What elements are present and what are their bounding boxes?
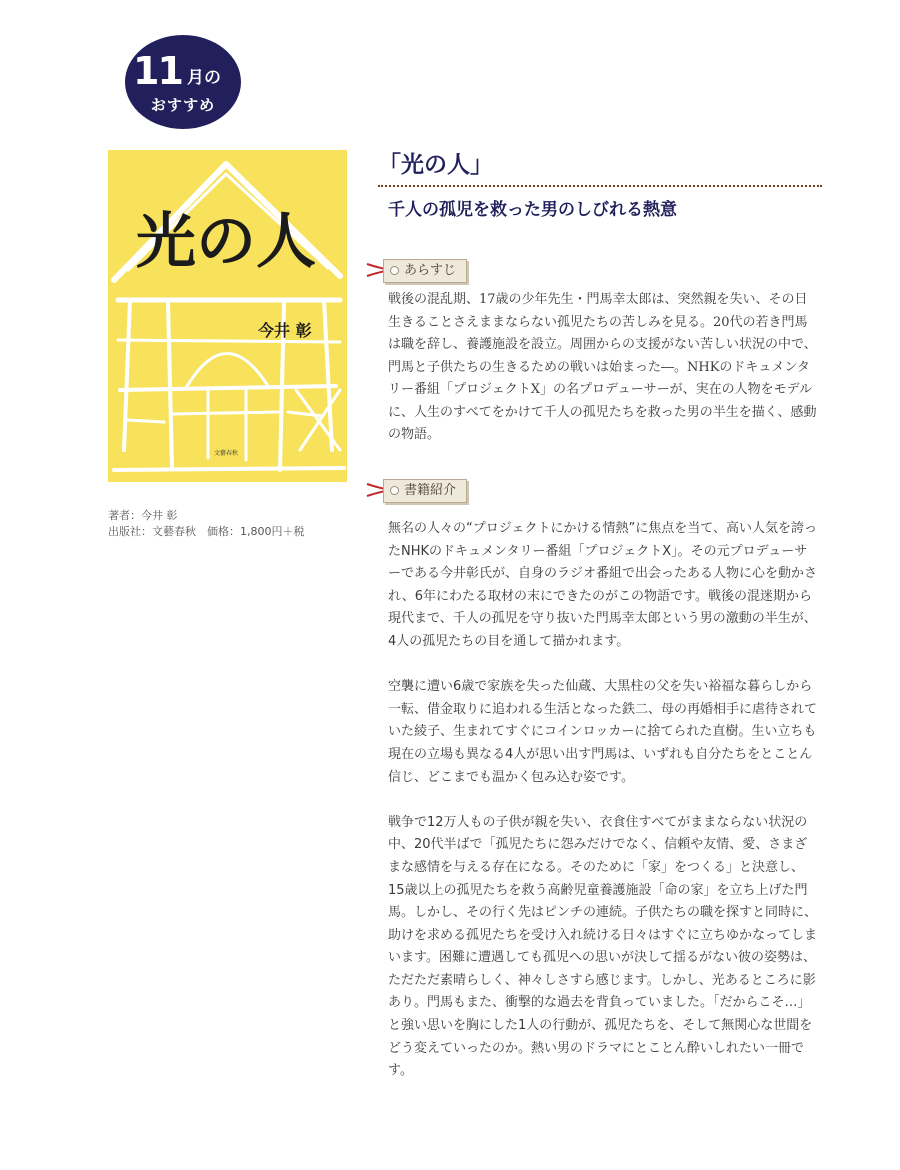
book-cover	[108, 150, 347, 482]
tag-hole-icon	[390, 486, 399, 495]
intro-paragraph: 空襲に遭い6歳で家族を失った仙蔵、大黒柱の父を失い裕福な暮らしから一転、借金取りに追われる生活となった鉄二、母の再婚相手に虐待されていた綾子、生まれてすぐにコインロッカーに捨てられた直樹。生い立ちも現在の立場も異なる4人が思い出す門馬は、いずれも自分たちをとことん信じ、どこまでも温かく包み込む姿です。	[388, 679, 818, 785]
book-caption	[108, 508, 305, 540]
badge-number: 11	[133, 49, 182, 93]
intro-paragraph: 無名の人々の“プロジェクトにかける情熱”に焦点を当て、高い人気を誇ったNHKのドキュメンタリー番組「プロジェクトX」。その元プロデューサーである今井彰氏が、自身のラジオ番組で出会ったある人物に心を動かされ、6年にわたる取材の末にできたのがこの物語です。戦後の混迷期から現代まで、千人の孤児を守り抜いた門馬幸太郎という男の激動の半生が、4人の孤児たちの目を通して描かれます。	[388, 521, 818, 649]
cover-publisher: 文藝春秋	[213, 450, 239, 457]
synopsis-tag-label: あらすじ	[383, 259, 467, 283]
title-divider	[378, 185, 822, 187]
caption-publisher-price: 出版社：文藝春秋 価格：1,800円＋税	[108, 525, 305, 538]
cover-author: 今井 彰	[258, 321, 312, 340]
badge-subtitle: おすすめ	[150, 96, 216, 114]
synopsis-tag	[365, 258, 475, 284]
page-title: 「光の人」	[378, 152, 493, 178]
intro-body	[388, 518, 820, 1105]
month-badge	[125, 35, 241, 129]
synopsis-text: 戦後の混乱期、17歳の少年先生・門馬幸太郎は、突然親を失い、その日生きることさえままならない孤児たちの苦しみを見る。20代の若き門馬は職を辞し、養護施設を設立。周囲からの支援がない苦しい状況の中で、門馬と子供たちの生きるための戦いは始まった―。NHKのドキュメンタリー番組「プロジェクトX」の名プロデューサーが、実在の人物をモデルに、人生のすべてをかけて千人の孤児たちを救った男の半生を描く、感動の物語。	[388, 292, 817, 442]
page-subtitle: 千人の孤児を救った男のしびれる熱意	[388, 200, 677, 220]
caption-author: 著者：今井 彰	[108, 509, 178, 522]
intro-paragraph: 戦争で12万人もの子供が親を失い、衣食住すべてがままならない状況の中、20代半ばで「孤児たちに怨みだけでなく、信頼や友情、愛、さまざまな感情を与える存在になる。そのために「家」をつくる」と決意し、15歳以上の孤児たちを救う高齢児童養護施設「命の家」を立ち上げた門馬。しかし、その行く先はピンチの連続。子供たちの職を探すと同時に、助けを求める孤児たちを受け入れ続ける日々はすぐに立ちゆかなってしまいます。困難に遭遇しても孤児への思いが決して揺るがない彼の姿勢は、ただただ素晴らしく、神々しさすら感じます。しかし、光あるところに影あり。門馬もまた、衝撃的な過去を背負っていました。「だからこそ…」と強い思いを胸にした1人の行動が、孤児たちを、そして無関心な世間をどう変えていったのか。熱い男のドラマにとことん酔いしれたい一冊です。	[388, 814, 818, 1079]
intro-tag-label: 書籍紹介	[383, 479, 467, 503]
intro-tag	[365, 478, 475, 504]
cover-title: 光の人	[136, 207, 316, 277]
tag-hole-icon	[390, 266, 399, 275]
badge-suffix: 月の	[187, 68, 221, 88]
